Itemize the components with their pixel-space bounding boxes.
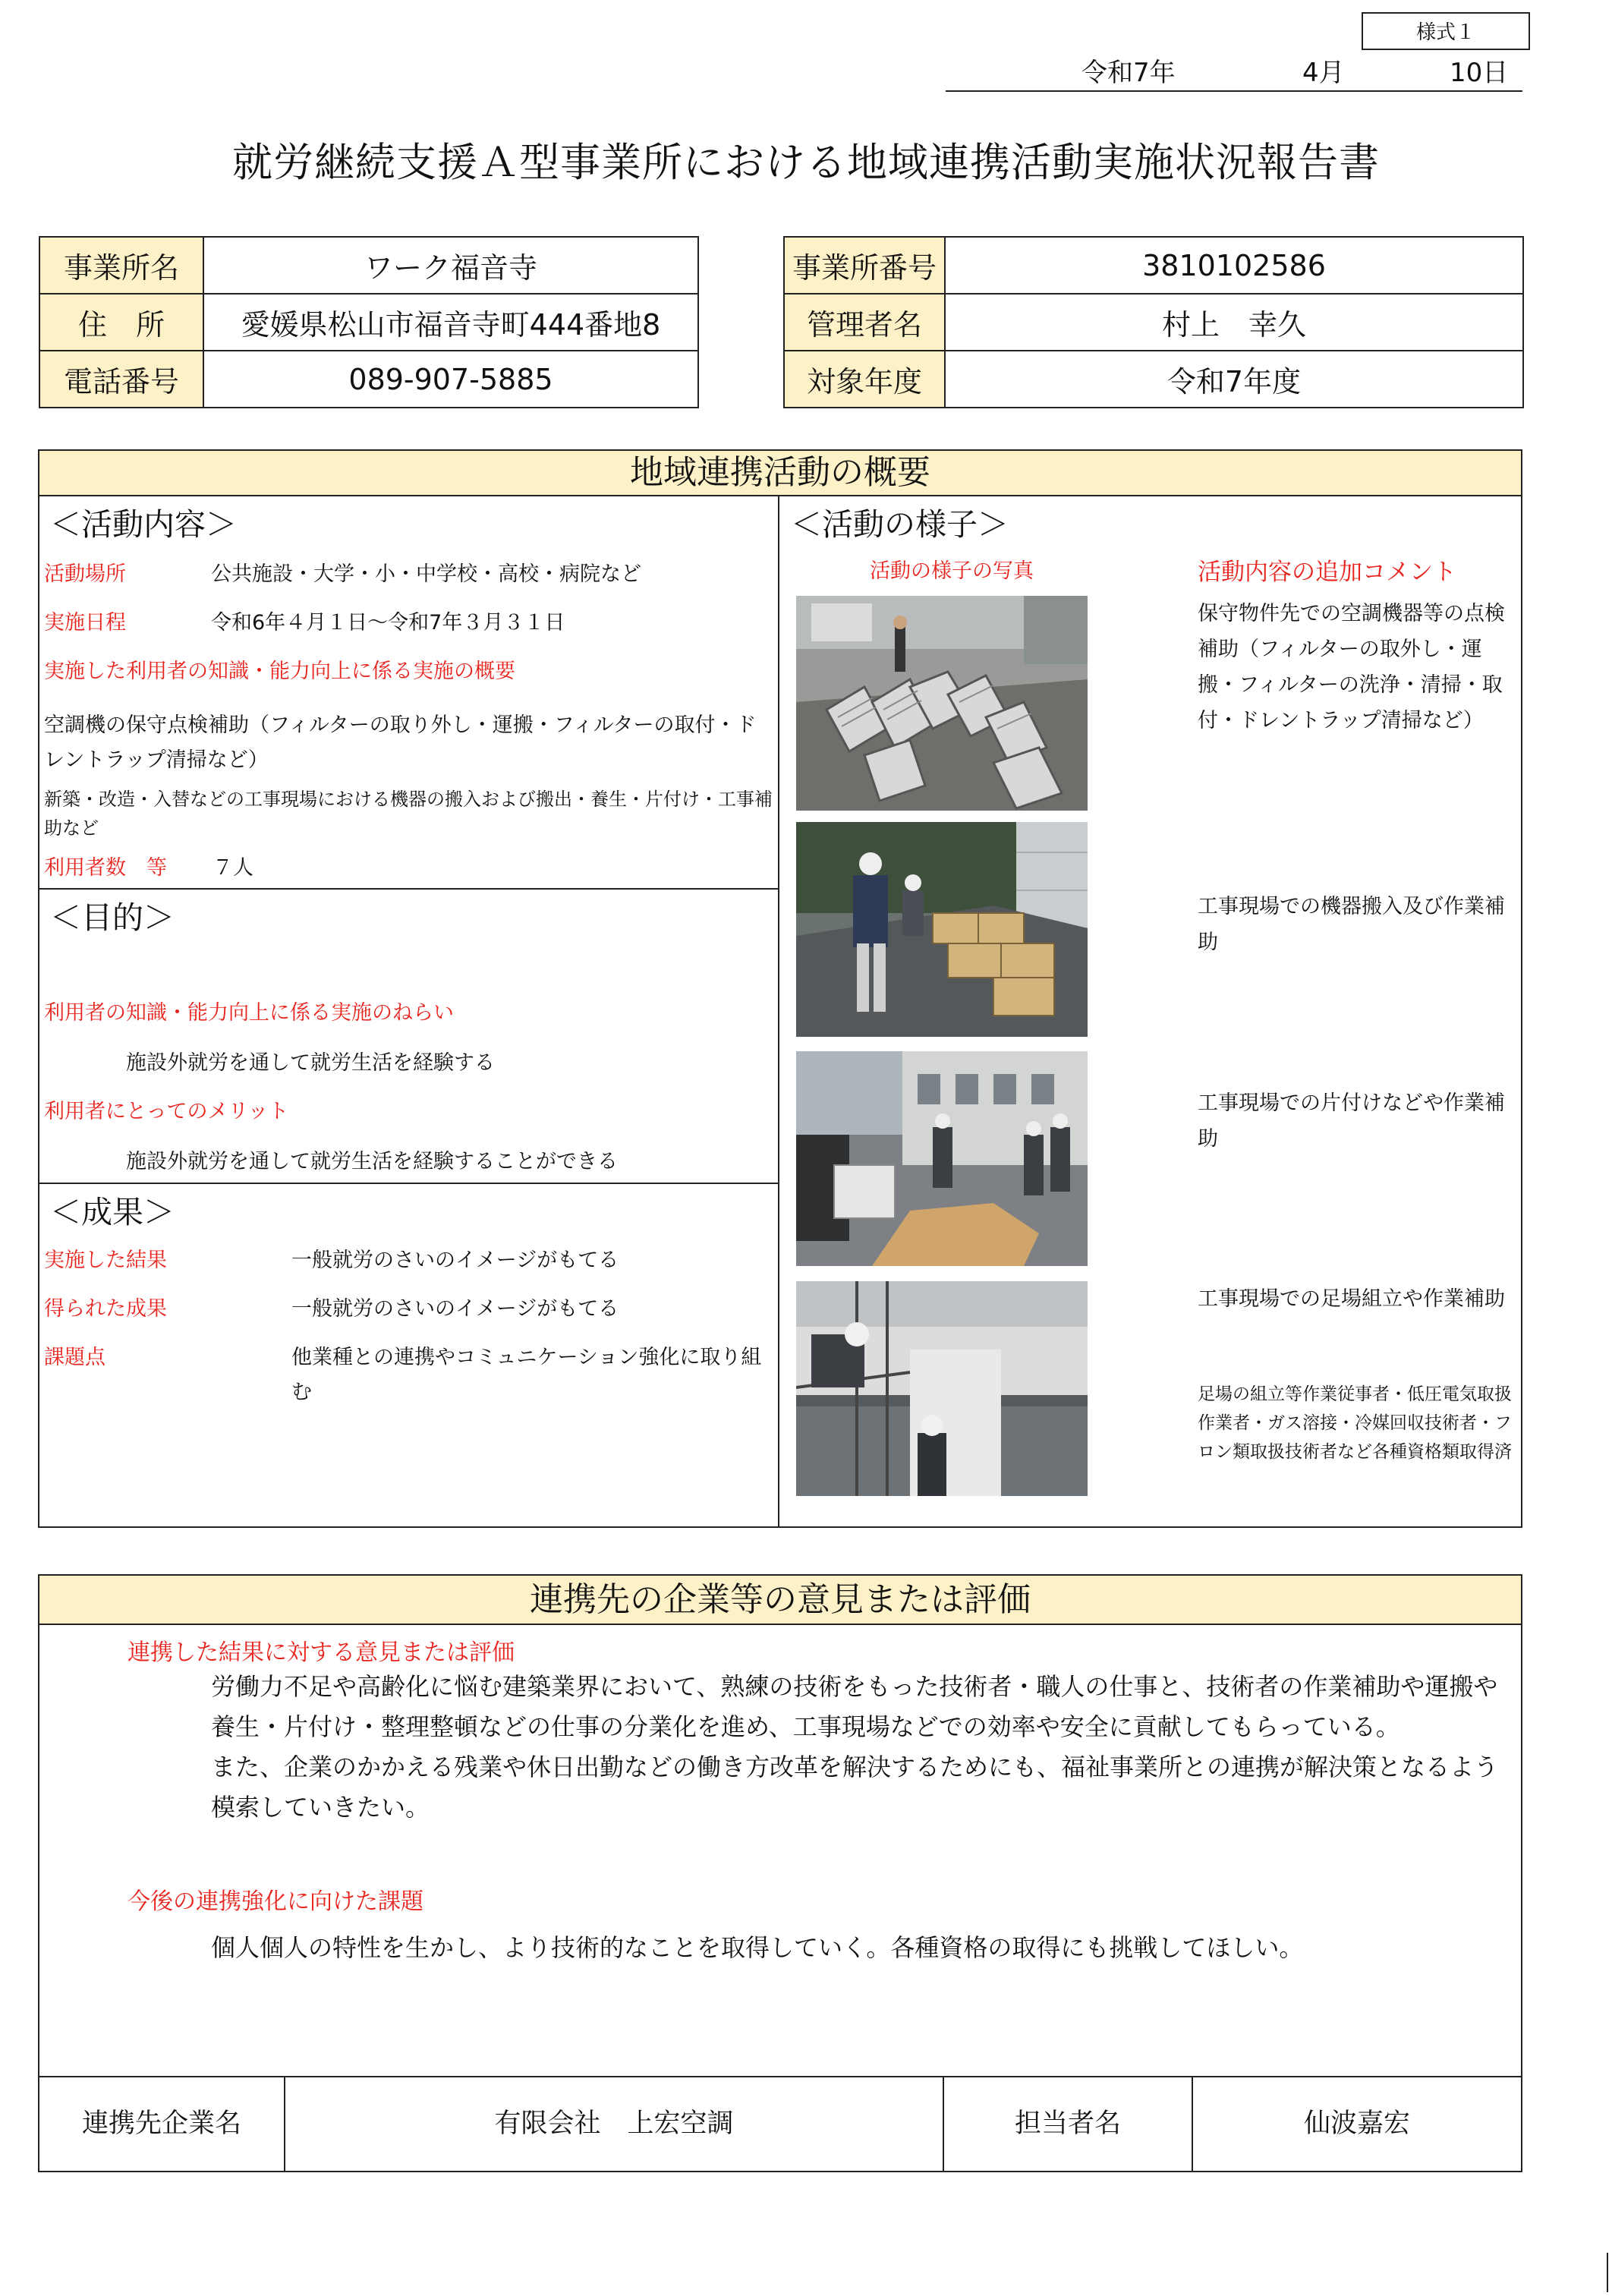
scene-photo-col-label: 活動の様子の写真 [870, 559, 1034, 583]
photo-site-cleanup [796, 1051, 1088, 1266]
comment-qualifications: 足場の組立等作業従事者・低圧電気取扱作業者・ガス溶接・冷媒回収技術者・フロン類取扱技術者など各種資格類取得済 [1198, 1384, 1512, 1462]
value-manager: 村上 幸久 [945, 294, 1523, 351]
facility-table-right [783, 236, 1524, 408]
activity-schedule-label: 実施日程 [44, 611, 126, 635]
future-label: 今後の連携強化に向けた課題 [128, 1888, 423, 1915]
comment-2: 工事現場での機器搬入及び作業補助 [1198, 895, 1505, 954]
results-done-value: 一般就労のさいのイメージがもてる [291, 1249, 619, 1272]
value-facility-number: 3810102586 [945, 237, 1523, 294]
contact-label: 担当者名 [1014, 2109, 1121, 2139]
purpose-aim-label: 利用者の知識・能力向上に係る実施のねらい [44, 1001, 454, 1025]
date-year: 令和7年 [1081, 58, 1176, 88]
form-id: 様式１ [1362, 12, 1530, 50]
future-text: 個人個人の特性を生かし、より技術的なことを取得していく。各種資格の取得にも挑戦してほしい。 [211, 1933, 1304, 1962]
comment-3: 工事現場での片付けなどや作業補助 [1198, 1091, 1505, 1151]
purpose-merit-label: 利用者にとってのメリット [44, 1100, 289, 1123]
results-gain-value: 一般就労のさいのイメージがもてる [291, 1297, 619, 1321]
overview-divider [778, 495, 779, 1527]
results-gain-label: 得られた成果 [44, 1297, 167, 1321]
activity-users-value: ７人 [213, 856, 253, 880]
comment-4: 工事現場での足場組立や作業補助 [1198, 1287, 1505, 1311]
overview-header: 地域連携活動の概要 [39, 451, 1521, 496]
activity-heading: ＜活動内容＞ [50, 506, 237, 543]
label-fiscal-year: 対象年度 [784, 351, 945, 408]
results-done-label: 実施した結果 [44, 1249, 167, 1272]
comment-1: 保守物件先での空調機器等の点検補助（フィルターの取外し・運搬・フィルターの洗浄・清掃・取付・ドレントラップ清掃など） [1198, 602, 1505, 732]
divider-results [38, 1183, 779, 1184]
scene-comment-col-label: 活動内容の追加コメント [1198, 559, 1456, 586]
value-phone: 089-907-5885 [203, 351, 698, 408]
contact-value: 仙波嘉宏 [1303, 2109, 1410, 2139]
date-underline [946, 90, 1522, 92]
activity-summary-label: 実施した利用者の知識・能力向上に係る実施の概要 [44, 660, 515, 683]
results-issue-label: 課題点 [44, 1346, 105, 1369]
partner-label: 連携先企業名 [81, 2109, 241, 2139]
date-month: 4月 [1302, 58, 1345, 88]
purpose-heading: ＜目的＞ [50, 899, 175, 936]
label-phone: 電話番号 [39, 351, 203, 408]
scene-heading: ＜活動の様子＞ [791, 506, 1009, 543]
value-facility-name: ワーク福音寺 [203, 237, 698, 294]
value-address: 愛媛県松山市福音寺町444番地8 [203, 294, 698, 351]
divider-purpose [38, 888, 779, 890]
opinion-text-1: 労働力不足や高齢化に悩む建築業界において、熟練の技術をもった技術者・職人の仕事と、技術者の作業補助や運搬や養生・片付け・整理整頓などの仕事の分業化を進め、工事現場などでの効率や安全に貢献してもらっている。 [211, 1672, 1498, 1741]
label-facility-name: 事業所名 [39, 237, 203, 294]
activity-place-label: 活動場所 [44, 562, 126, 586]
purpose-aim-value: 施設外就労を通して就労生活を経験する [126, 1051, 495, 1075]
activity-users-label: 利用者数 等 [44, 856, 167, 880]
activity-place-value: 公共施設・大学・小・中学校・高校・病院など [211, 562, 641, 586]
evaluation-header: 連携先の企業等の意見または評価 [39, 1576, 1521, 1625]
page-edge-mark [1607, 2253, 1608, 2292]
opinion-label: 連携した結果に対する意見または評価 [128, 1639, 515, 1666]
page-title: 就労継続支援Ａ型事業所における地域連携活動実施状況報告書 [232, 140, 1380, 186]
opinion-text-2: また、企業のかかえる残業や休日出勤などの働き方改革を解決するためにも、福祉事業所との連携が解決策となるよう模索していきたい。 [211, 1753, 1499, 1822]
partner-value: 有限会社 上宏空調 [494, 2109, 734, 2139]
photo-filter-maintenance [796, 596, 1088, 811]
results-heading: ＜成果＞ [50, 1194, 175, 1230]
label-address: 住 所 [39, 294, 203, 351]
results-issue-value: 他業種との連携やコミュニケーション強化に取り組む [291, 1346, 762, 1404]
photo-equipment-delivery [796, 822, 1088, 1037]
label-facility-number: 事業所番号 [784, 237, 945, 294]
facility-table-left [39, 236, 699, 408]
photo-scaffolding [796, 1281, 1088, 1496]
activity-schedule-value: 令和6年４月１日～令和7年３月３１日 [211, 611, 565, 635]
date-day: 10日 [1450, 58, 1509, 88]
label-manager: 管理者名 [784, 294, 945, 351]
purpose-merit-value: 施設外就労を通して就労生活を経験することができる [126, 1150, 618, 1173]
value-fiscal-year: 令和7年度 [945, 351, 1523, 408]
activity-summary-2: 新築・改造・入替などの工事現場における機器の搬入および搬出・養生・片付け・工事補助など [44, 789, 773, 839]
activity-summary-1: 空調機の保守点検補助（フィルターの取り外し・運搬・フィルターの取付・ドレントラップ清掃など） [44, 713, 757, 772]
